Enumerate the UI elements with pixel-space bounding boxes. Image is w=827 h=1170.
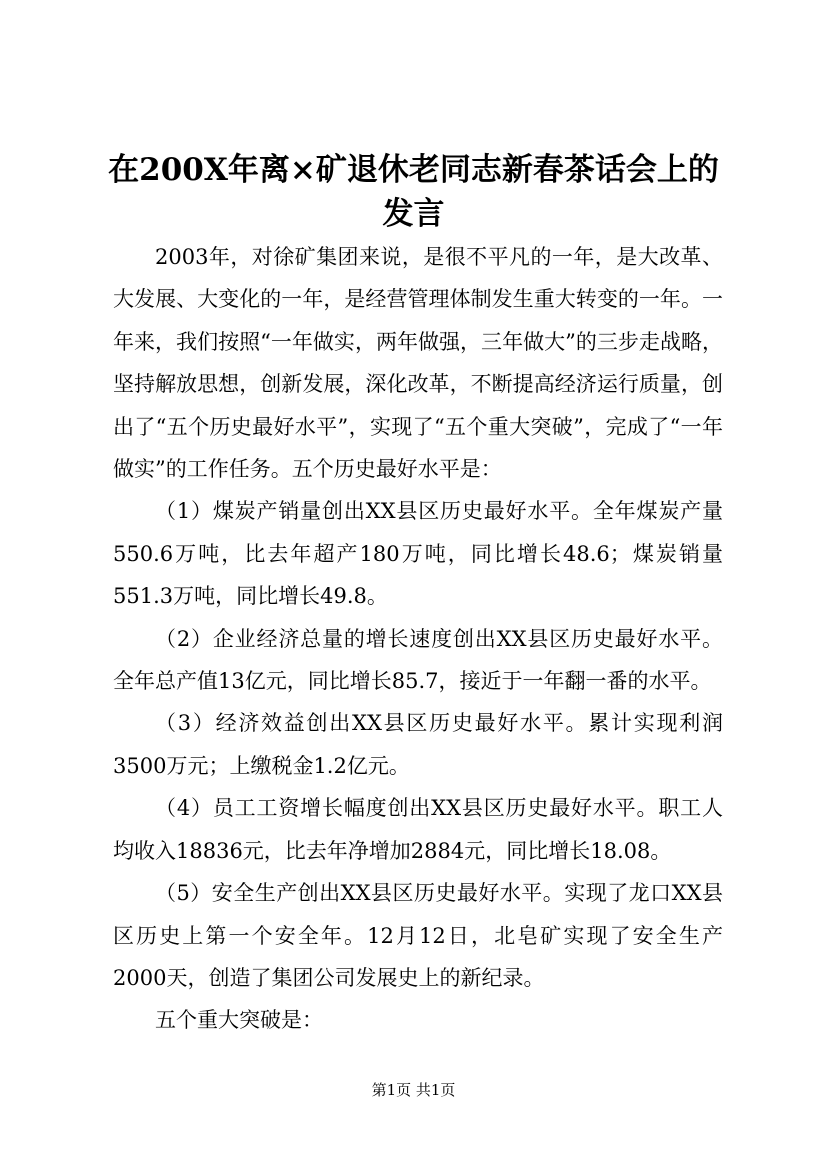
paragraph-item-5: （5）安全生产创出XX县区历史最好水平。实现了龙口XX县区历史上第一个安全年。12月12日，北皂矿实现了安全生产2000天，创造了集团公司发展史上的新纪录。 — [113, 881, 723, 990]
paragraph-breakthroughs-heading: 五个重大突破是： — [155, 1008, 323, 1033]
paragraph-item-4: （4）员工工资增长幅度创出XX县区历史最好水平。职工人均收入18836元，比去年净增加2884元，同比增长18.08。 — [113, 796, 723, 863]
title-line-1: 在200X年离×矿退休老同志新春茶话会上的 — [108, 152, 719, 188]
paragraph-intro: 2003年，对徐矿集团来说，是很不平凡的一年，是大改革、大发展、大变化的一年，是经营管理体制发生重大转变的一年。一年来，我们按照“一年做实，两年做强，三年做大”的三步走战略，坚持解放思想，创新发展，深化改革，不断提高经济运行质量，创出了“五个历史最好水平”，实现了“五个重大突破”，完成了“一年做实”的工作任务。五个历史最好水平是： — [113, 245, 723, 482]
document-title — [60, 148, 767, 236]
page-footer: 第1页 共1页 — [371, 1081, 456, 1099]
document-body — [113, 236, 723, 1042]
paragraph-item-3: （3）经济效益创出XX县区历史最好水平。累计实现利润3500万元；上缴税金1.2亿元。 — [113, 711, 723, 778]
paragraph-item-1: （1）煤炭产销量创出XX县区历史最好水平。全年煤炭产量550.6万吨，比去年超产180万吨，同比增长48.6；煤炭销量551.3万吨，同比增长49.8。 — [113, 499, 723, 609]
paragraph-item-2: （2）企业经济总量的增长速度创出XX县区历史最好水平。全年总产值13亿元，同比增长85.7，接近于一年翻一番的水平。 — [113, 626, 723, 694]
title-line-2: 发言 — [382, 196, 445, 232]
